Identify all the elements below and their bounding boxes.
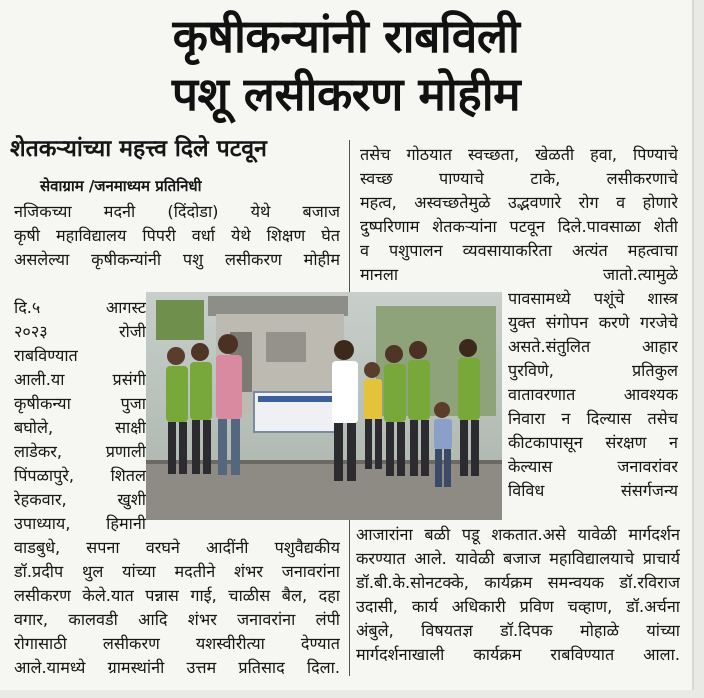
article-line: युक्त संगोपन करणे गरजेचे (508, 313, 678, 332)
article-line: डॉ.बी.के.सोनटक्के, कार्यक्रम समन्वयक डॉ.रविराज (356, 573, 680, 592)
group-photo (146, 292, 502, 520)
article-line: पावसामध्ये पशूंचे शास्त्र (508, 289, 678, 308)
article-line: रोगासाठी लसीकरण यशस्वीरीत्या देण्यात (14, 634, 340, 653)
article-line: पुरविणे, प्रतिकुल (508, 361, 678, 380)
article-line: आजारांना बळी पडू शकतात.असे यावेळी मार्गदर्शन (356, 525, 680, 544)
article-line: आले.यामध्ये ग्रामस्थांनी उत्तम प्रतिसाद दिला. (14, 658, 340, 677)
article-line: करण्यात आले. यावेळी बजाज महाविद्यालयाचे प्राचार्य (356, 549, 680, 568)
article-line: कृषी महाविद्यालय पिपरी वर्धा येथे शिक्षण घेत (14, 226, 340, 245)
article-line: मानला जातो.त्यामुळे (360, 265, 678, 284)
article-right-narrow (508, 287, 678, 503)
article-line: रेहकवार, खुशी (14, 490, 146, 509)
article-line: विविध संसर्गजन्य (508, 481, 678, 500)
headline-line-2: पशू लसीकरण मोहीम (171, 67, 521, 121)
article-line: निवारा न दिल्यास तसेच (508, 409, 678, 428)
article-line: स्वच्छ पाण्याचे टाके, लसीकरणाचे (360, 169, 678, 188)
article-line: बघोले, साक्षी (14, 418, 146, 437)
article-line: लसीकरण केले.यात पन्नास गाई, चाळीस बैल, दहा (14, 586, 340, 605)
group-photo-illustration (146, 292, 502, 520)
article-line: अंबुले, विषयतज्ञ डॉ.दिपक मोहाळे यांच्या (356, 621, 680, 640)
building-roof (208, 296, 348, 316)
article-left-narrow (14, 296, 146, 536)
article-line: आली.या प्रसंगी (14, 370, 146, 389)
article-bottom-right (356, 523, 680, 667)
article-line: कृषीकन्या पुजा (14, 394, 146, 413)
article-line: डॉ.प्रदीप थुल यांच्या मदतीने शंभर जनावरांना (14, 562, 340, 581)
article-line: व पशुपालन व्यवसायाकरिता अत्यंत महत्वाचा (360, 241, 678, 260)
banner-stripe (258, 396, 334, 402)
article-line: पिंपळापुरे, शितल (14, 466, 146, 485)
article-bottom-left (14, 536, 340, 680)
article-line: तसेच गोठयात स्वच्छता, खेळती हवा, पिण्याचे (360, 145, 678, 164)
article-right-top (360, 143, 678, 287)
headline-line-1: कृषीकन्यांनी राबविली (172, 9, 520, 63)
tree-foliage (156, 300, 204, 340)
article-line: उपाध्याय, हिमानी (14, 514, 146, 533)
article-line: नजिकच्या मदनी (दिंदोडा) येथे बजाज (14, 202, 340, 221)
article-line: असते.संतुलित आहार (508, 337, 678, 356)
article-line: असलेल्या कृषीकन्यांनी पशु लसीकरण मोहीम (14, 250, 340, 269)
building-window (266, 332, 306, 362)
subheadline: शेतकऱ्यांच्या महत्त्व दिले पटवून (10, 136, 267, 162)
article-line: राबविण्यात (14, 346, 78, 365)
article-line: केल्यास जनावरांवर (508, 457, 678, 476)
article-left-top (14, 200, 340, 272)
byline: सेवाग्राम /जनमाध्यम प्रतिनिधी (40, 177, 202, 195)
article-line: वगार, कालवडी आदि शंभर जनावरांना लंपी (14, 610, 340, 629)
article-line: महत्व, अस्वच्छतेमुळे उद्भवणारे रोग व होणारे (360, 193, 678, 212)
article-line: लाडेकर, प्रणाली (14, 442, 146, 461)
article-line: दि.५ आगस्ट (14, 298, 146, 317)
article-line: उदासी, कार्य अधिकारी प्रविण चव्हाण, डॉ.अर्चना (356, 597, 680, 616)
article-line: वातावरणात आवश्यक (508, 385, 678, 404)
article-line: मार्गदर्शनाखाली कार्यक्रम राबविण्यात आला. (356, 645, 680, 664)
article-line: कीटकापासून संरक्षण न (508, 433, 678, 452)
article-line: वाडबुधे, सपना वरघने आदींनी पशुवैद्यकीय (14, 538, 340, 557)
article-line: २०२३ रोजी (14, 322, 146, 341)
article-line: दुष्परिणाम शेतकऱ्यांना पटवून दिले.पावसाळा शेती (360, 217, 678, 236)
